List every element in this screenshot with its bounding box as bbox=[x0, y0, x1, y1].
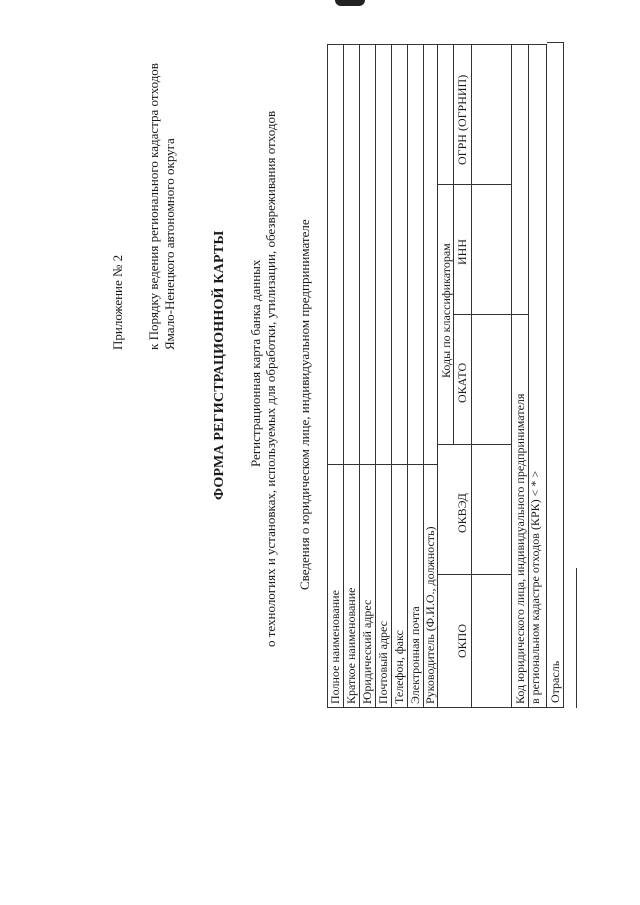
appendix-line-1: к Порядку ведения регионального кадастра отходов bbox=[146, 63, 161, 350]
row-legal-address-label: Юридический адрес bbox=[360, 599, 374, 704]
section-title: Сведения о юридическом лице, индивидуальном предпринимателе bbox=[297, 219, 312, 590]
row-phone-fax-label: Телефон, факс bbox=[392, 630, 406, 704]
row-postal-address-label: Почтовый адрес bbox=[376, 620, 390, 704]
subtitle-line-2: о технологиях и установках, используемых для обработки, утилизации, обезвреживания отходов bbox=[263, 110, 278, 647]
row-email-label: Электронная почта bbox=[408, 606, 422, 704]
row-full-name-label: Полное наименование bbox=[328, 590, 342, 704]
appendix-number: Приложение № 2 bbox=[110, 254, 125, 350]
okato-column-header: ОКАТО bbox=[455, 362, 469, 403]
industry-row bbox=[547, 42, 564, 708]
okved-column-header: ОКВЭД bbox=[455, 493, 469, 533]
classifiers-header: Коды по классификаторам bbox=[439, 243, 453, 378]
okpo-column-header: ОКПО bbox=[455, 623, 469, 658]
form-title: ФОРМА РЕГИСТРАЦИОННОЙ КАРТЫ bbox=[212, 230, 227, 500]
ogrn-column-header: ОГРН (ОГРНИП) bbox=[455, 74, 469, 165]
inn-column-header: ИНН bbox=[455, 239, 469, 265]
industry-label: Отрасль bbox=[548, 660, 562, 703]
subtitle-line-1: Регистрационная карта банка данных bbox=[248, 259, 263, 467]
footnote-separator bbox=[576, 568, 577, 708]
row-director-label: Руководитель (Ф.И.О., должность) bbox=[423, 526, 437, 704]
registration-table bbox=[327, 44, 547, 708]
row-short-name-label: Краткое наименование bbox=[344, 587, 358, 704]
krk-label-line-1: Код юридического лица, индивидуального предпринимателя bbox=[513, 393, 527, 704]
appendix-line-2: Ямало-Ненецкого автономного округа bbox=[162, 138, 177, 350]
krk-label-line-2: в региональном кадастре отходов (КРК) < * > bbox=[528, 470, 542, 704]
